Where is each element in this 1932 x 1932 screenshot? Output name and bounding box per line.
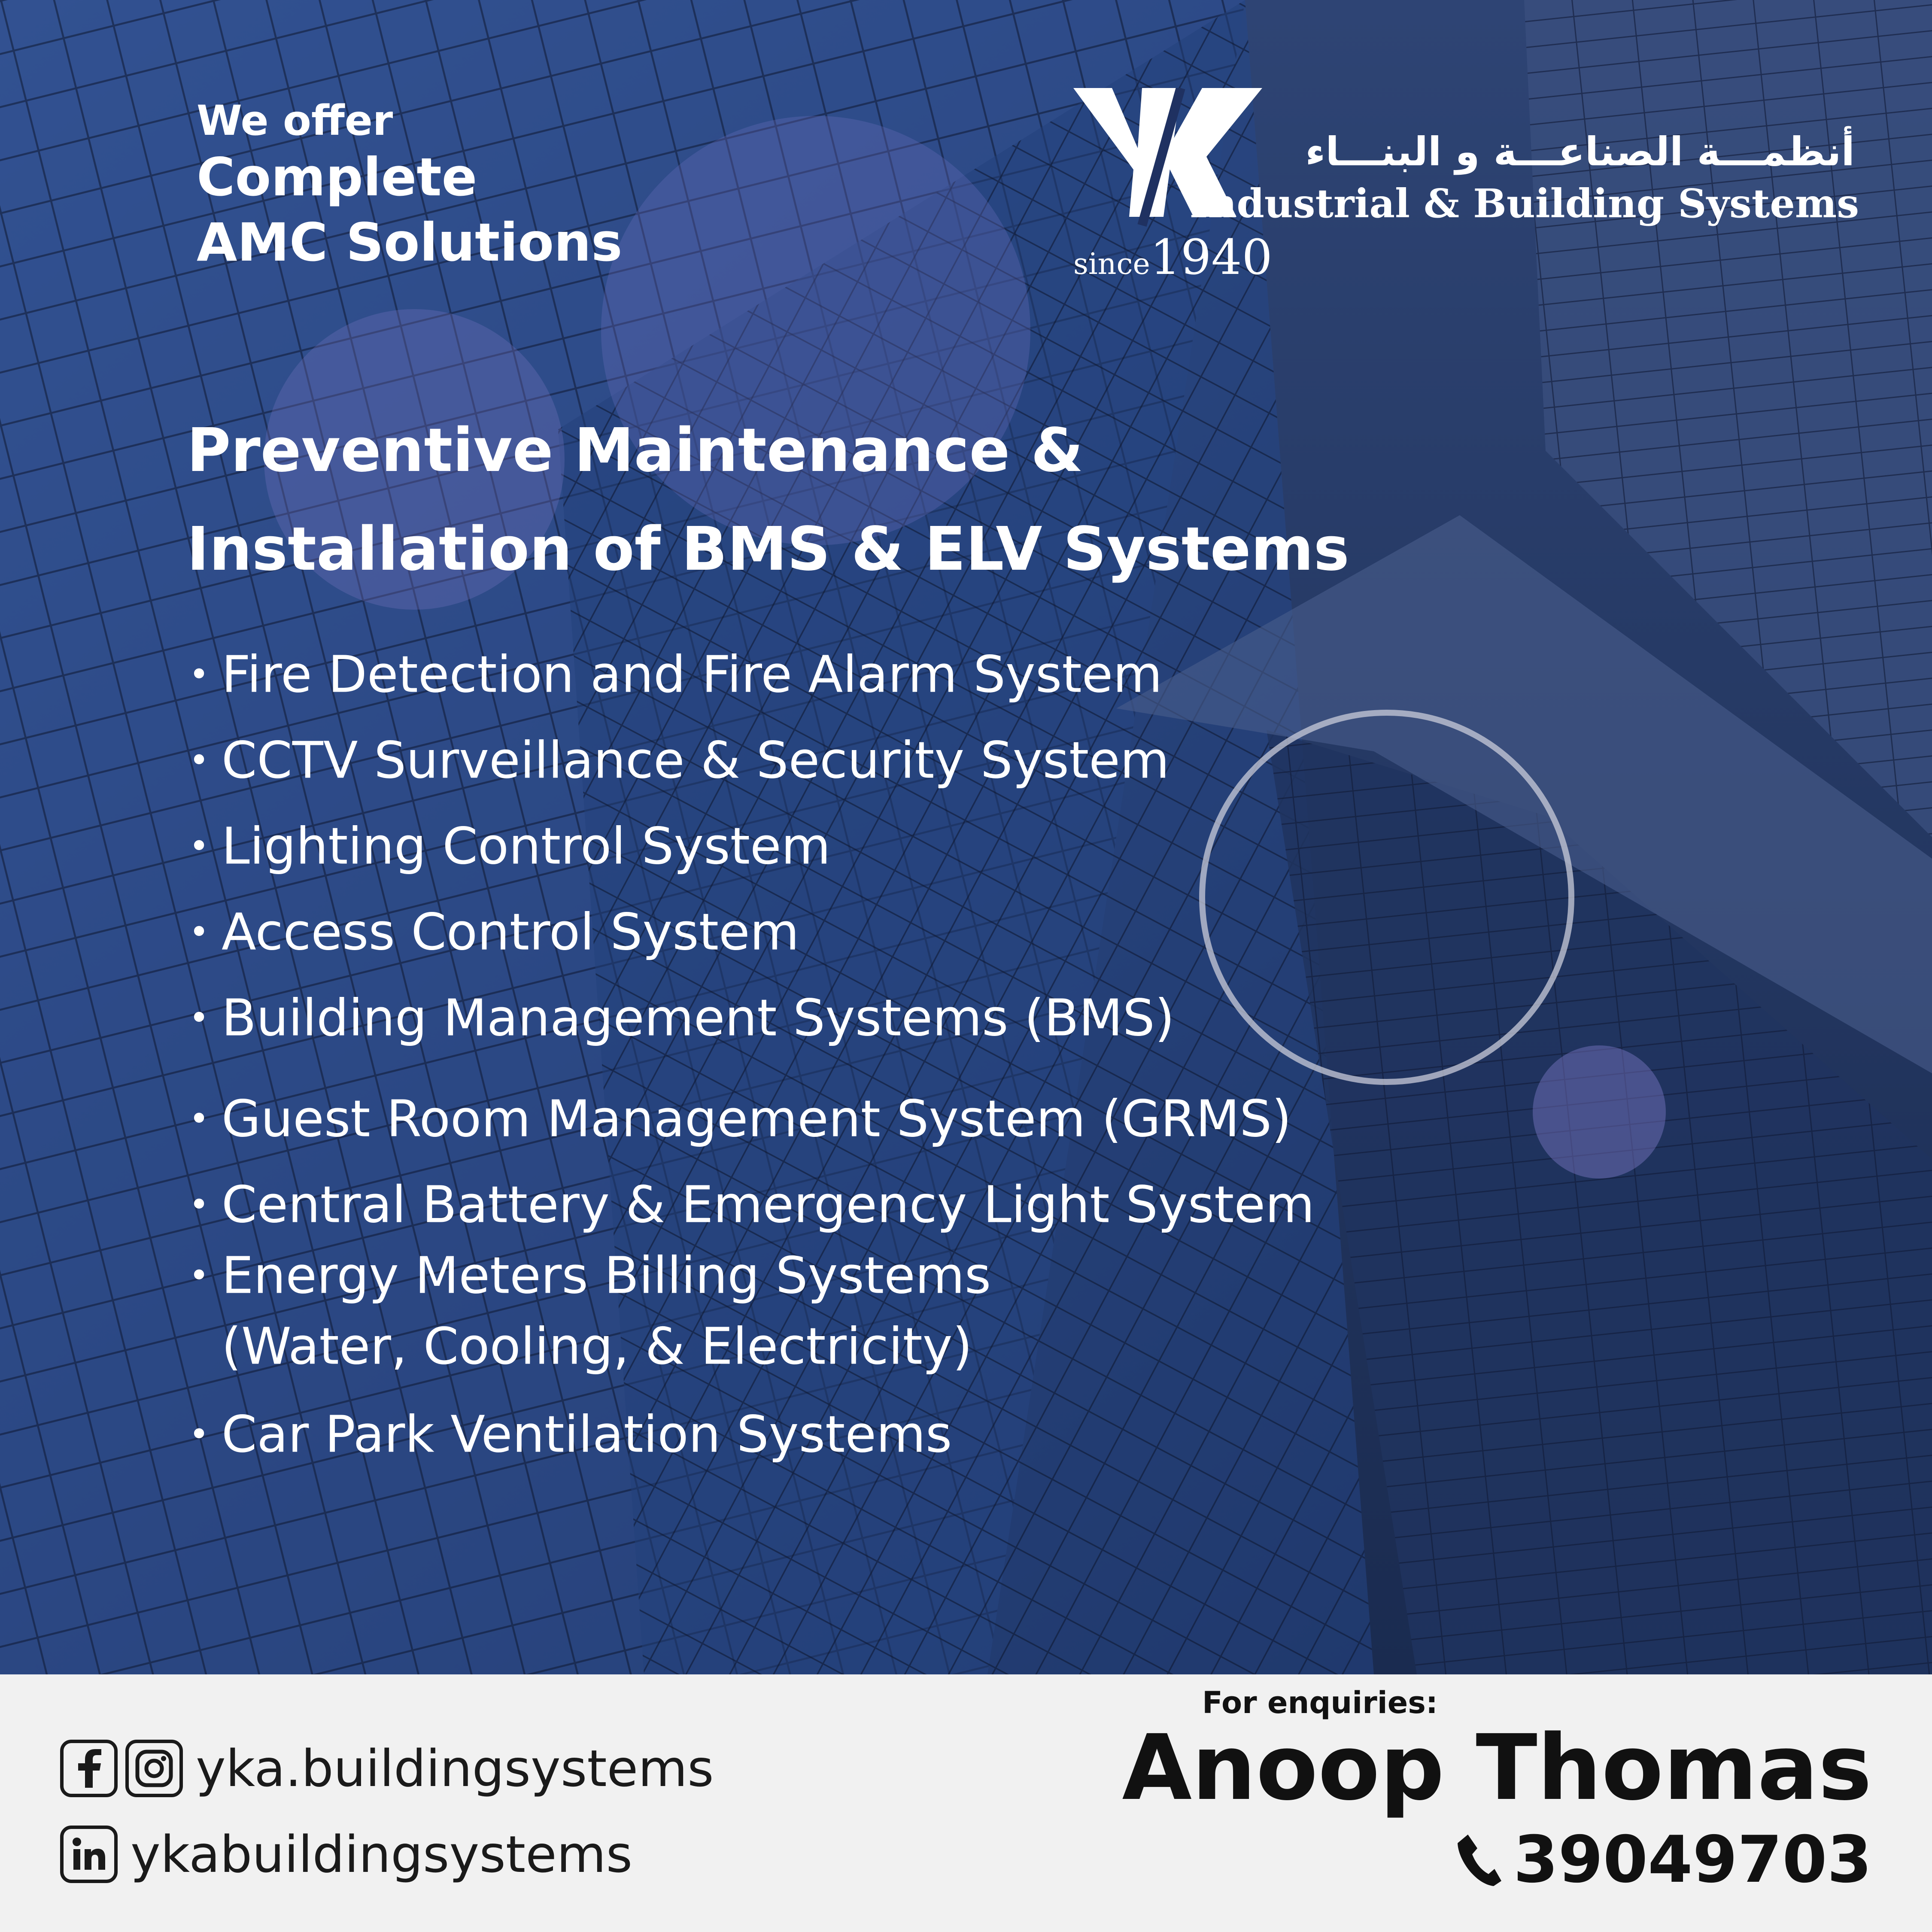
since-year: 1940: [1150, 230, 1273, 286]
headline-line-1: Preventive Maintenance &: [187, 416, 1084, 486]
headline: [187, 401, 1349, 599]
social-handle-linkedin[interactable]: ykabuildingsystems: [131, 1825, 633, 1884]
social-handle-fb-ig[interactable]: yka.buildingsystems: [196, 1739, 714, 1798]
service-item: • Building Management Systems (BMS): [189, 979, 1175, 1053]
bullet: •: [189, 1185, 210, 1225]
bullet: •: [189, 998, 210, 1038]
service-item: • Energy Meters Billing Systems: [189, 1236, 991, 1311]
bullet: •: [189, 740, 210, 781]
social-linkedin: [60, 1825, 632, 1884]
bullet: •: [189, 912, 210, 952]
offer-line-1: We offer: [197, 97, 393, 145]
phone-number[interactable]: 39049703: [1513, 1823, 1872, 1897]
service-item-note: (Water, Cooling, & Electricity): [222, 1316, 972, 1376]
offer-block: [197, 97, 623, 275]
facebook-icon[interactable]: [60, 1740, 118, 1797]
bullet: •: [189, 654, 210, 695]
service-item: • Access Control System: [189, 893, 799, 967]
since-label: [1073, 230, 1273, 286]
offer-line-2: Complete: [197, 147, 477, 208]
social-fb-ig: [60, 1739, 714, 1798]
service-item: • Car Park Ventilation Systems: [189, 1395, 952, 1470]
bullet: •: [189, 1255, 210, 1296]
enquiry-label: For enquiries:: [1202, 1685, 1438, 1720]
since-word: since: [1073, 247, 1150, 281]
bullet: •: [189, 1099, 210, 1139]
headline-line-2: Installation of BMS & ELV Systems: [187, 514, 1349, 584]
service-item: • Central Battery & Emergency Light System: [189, 1166, 1315, 1240]
instagram-icon[interactable]: [125, 1740, 183, 1797]
service-item: • Lighting Control System: [189, 807, 831, 881]
bullet: •: [189, 1414, 210, 1455]
phone-icon: [1455, 1831, 1502, 1889]
service-item: • Fire Detection and Fire Alarm System: [189, 635, 1162, 710]
service-item: • CCTV Surveillance & Security System: [189, 721, 1170, 796]
company-name-english: Industrial & Building Systems: [1189, 180, 1859, 227]
offer-line-3: AMC Solutions: [197, 212, 623, 273]
bullet: •: [189, 826, 210, 866]
company-name-arabic: أنظمـــة الصناعـــة و البنـــاء: [1305, 129, 1855, 175]
phone-block: [1455, 1823, 1872, 1897]
service-item: • Guest Room Management System (GRMS): [189, 1080, 1291, 1154]
linkedin-icon[interactable]: [60, 1826, 118, 1883]
contact-name: Anoop Thomas: [1122, 1715, 1872, 1820]
